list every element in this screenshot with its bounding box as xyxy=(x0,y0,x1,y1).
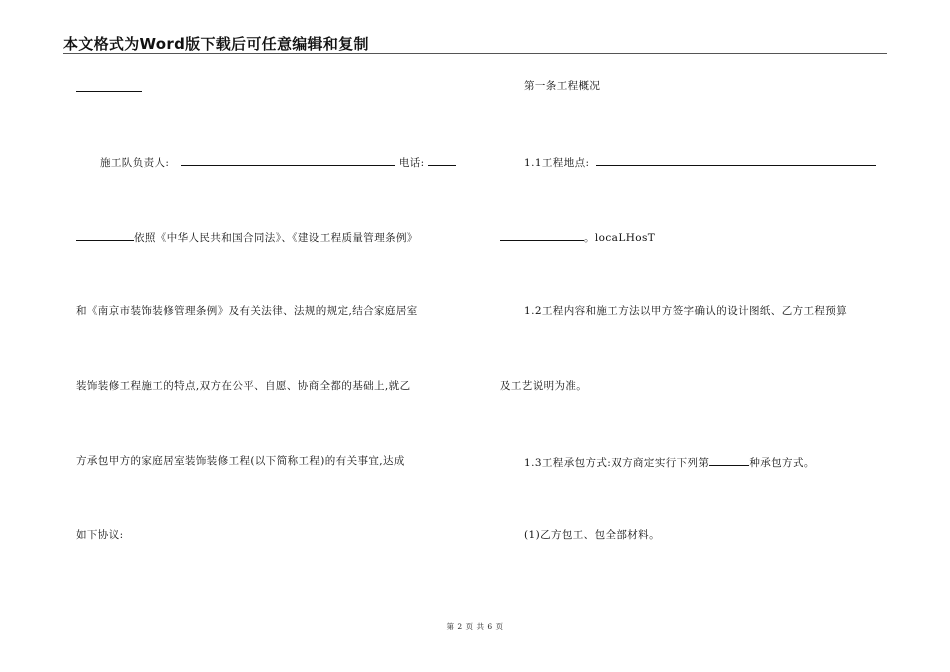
option-1-line: (1)乙方包工、包全部材料。 xyxy=(524,529,660,541)
project-location-blank xyxy=(596,154,876,166)
item-1-1-line xyxy=(524,154,876,170)
legal-basis-line xyxy=(76,229,418,245)
team-leader-line xyxy=(100,154,456,170)
phone-blank xyxy=(428,154,456,166)
legal-basis-text: 依照《中华人民共和国合同法》、《建设工程质量管理条例》 xyxy=(134,232,418,244)
contract-mode-suffix: 种承包方式。 xyxy=(749,457,815,469)
page-indicator: 第 2 页 共 6 页 xyxy=(446,622,504,631)
legal-basis-blank xyxy=(76,229,134,241)
location-suffix: 。locaLHosT xyxy=(584,232,656,244)
principle-line: 装饰装修工程施工的特点,双方在公平、自愿、协商全都的基础上,就乙 xyxy=(76,380,411,392)
regulation-line: 和《南京市装饰装修管理条例》及有关法律、法规的规定,结合家庭居室 xyxy=(76,305,418,317)
left-column xyxy=(76,0,466,672)
phone-label: 电话: xyxy=(398,157,425,169)
item-1-2-line1: 1.2工程内容和施工方法以甲方签字确认的设计图纸、乙方工程预算 xyxy=(524,305,848,317)
contract-scope-line: 方承包甲方的家庭居室装饰装修工程(以下简称工程)的有关事宜,达成 xyxy=(76,455,405,467)
agreement-intro-line: 如下协议: xyxy=(76,529,124,541)
contract-mode-prefix: 1.3工程承包方式:双方商定实行下列第 xyxy=(524,457,710,469)
header-title: 本文格式为Word版下载后可任意编辑和复制 xyxy=(63,35,369,53)
project-location-label: 1.1工程地点: xyxy=(524,157,590,169)
team-leader-blank xyxy=(181,154,395,166)
item-1-1-continuation xyxy=(500,229,655,245)
article-title: 第一条工程概况 xyxy=(524,80,601,92)
party-blank-line xyxy=(76,80,142,96)
item-1-3-line xyxy=(524,454,815,470)
contract-mode-blank xyxy=(709,454,749,466)
team-leader-label: 施工队负责人: xyxy=(100,157,170,169)
project-location-blank-2 xyxy=(500,229,584,241)
item-1-2-line2: 及工艺说明为准。 xyxy=(500,380,588,392)
party-name-blank xyxy=(76,80,142,92)
right-column xyxy=(500,0,888,672)
